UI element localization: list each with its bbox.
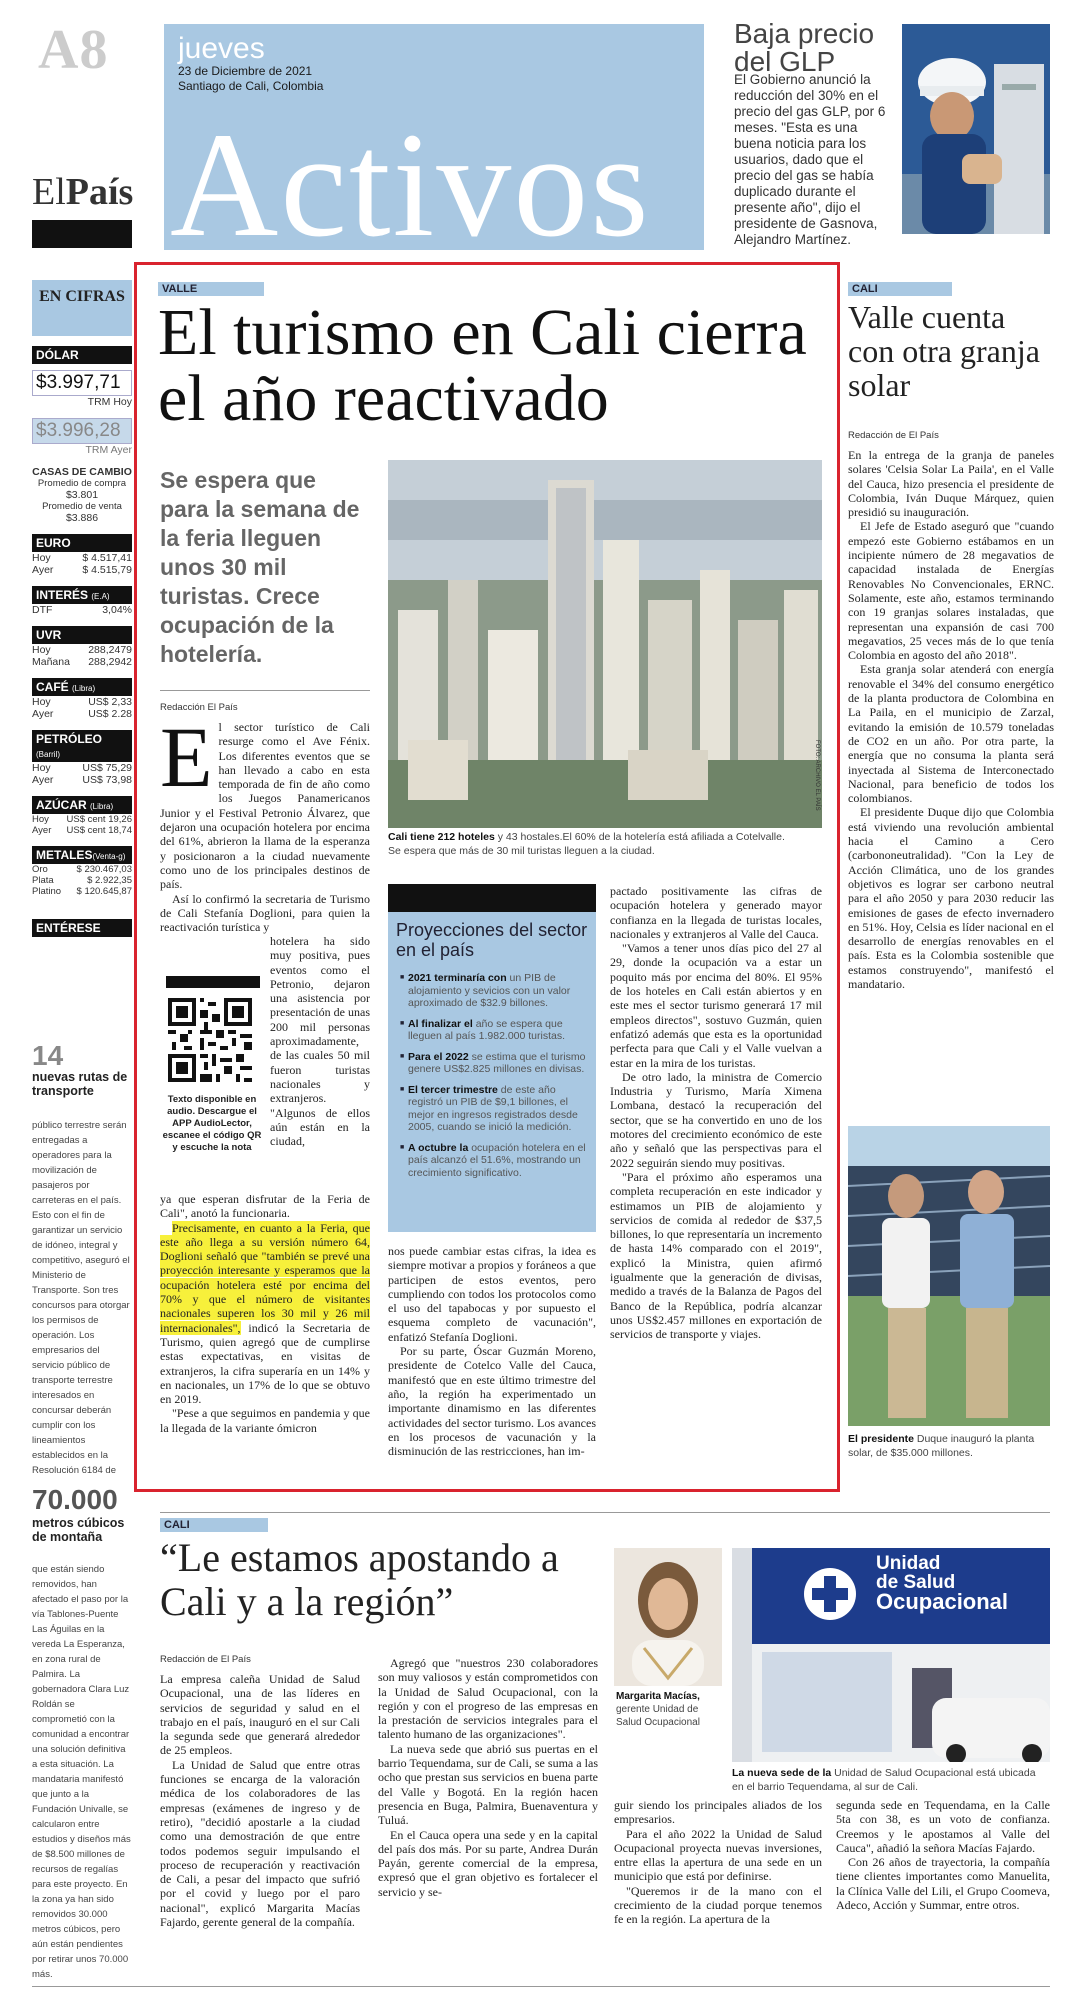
solar-illustration <box>848 1126 1050 1426</box>
bottom-col2 <box>378 1656 598 1899</box>
casas-cambio-label: CASAS DE CAMBIO <box>32 466 132 478</box>
drop-cap: E <box>160 709 213 805</box>
main-col3-p4: "Para el próximo año esperamos una completa recuperación en este indicador y estimamos un PIB de alojamiento y servicios de comida al rededor de $37,5 billones, lo que representaría un incremento de hasta 14% comparado con el 2019", explicó la Ministra, quien afirmó igualmente que la generación de divisas, medido a través de la Balanza de Pagos del Banco de la República, podría alcanzar unos US$2.457 millones en exportación de servicios de transporte y viajes. <box>610 1169 822 1342</box>
main-caption-bold: Cali tiene 212 hoteles <box>388 831 495 843</box>
qr-code[interactable] <box>168 998 252 1082</box>
cafe-hoy-label: Hoy <box>32 696 51 708</box>
valle-p1: En la entrega de la granja de paneles solares 'Celsia Solar La Paila', en el Valle del Cauca, hizo presencia el presidente de Colombia, Iván Duque Márquez, quien presidió su inauguración. <box>848 448 1054 520</box>
glp-headline: Baja precio del GLP <box>734 18 875 77</box>
enterese-label: ENTÉRESE <box>32 919 132 937</box>
euro-label: EURO <box>32 534 132 552</box>
usa-caption <box>732 1766 1042 1794</box>
cafe-ayer-label: Ayer <box>32 708 54 720</box>
petroleo-label-text: PETRÓLEO <box>36 732 103 746</box>
masthead-city: Santiago de Cali, Colombia <box>178 79 324 93</box>
trm-ayer-value: $3.996,28 <box>32 418 132 444</box>
bottom-c1-p2: La Unidad de Salud que entre otras funciones se encarga de la valoración médica de los colaboradores de las empresas (exámenes de ingreso y de retiro), "decidió apostarle a la ciudad como una demostración de que entre todos podemos seguir impulsando el proceso de recuperación y reactivación de Cali, a pesar del impacto que sufrió por el covid y luego por el paro nacional", explicó Margarita Macías Fajardo, gerente general de la compañía. <box>160 1757 360 1930</box>
cafe-label <box>32 678 132 696</box>
qr-bar <box>166 976 260 988</box>
main-col2 <box>388 1244 596 1458</box>
bottom-c2-p1: Agregó que "nuestros 230 colaboradores son muy valiosos y están comprometidos con la Unidad de Salud Ocupacional, con la región y con el progreso de las empresas en la prestación de servicios integrales para el talento humano de las organizaciones". <box>378 1656 598 1742</box>
bottom-tag: CALI <box>160 1518 268 1532</box>
uvr-man-label: Mañana <box>32 656 70 668</box>
proyeccion-item <box>400 1051 590 1076</box>
en-cifras-title: EN CIFRAS <box>32 280 132 336</box>
interes-label-text: INTERÉS <box>36 588 89 602</box>
bottom-c3-p1: guir siendo los principales aliados de los empresarios. <box>614 1798 822 1827</box>
interes-label <box>32 586 132 604</box>
president-solar-photo <box>848 1126 1050 1426</box>
main-caption-text: y 43 hostales.El 60% de la hotelería está afiliada a Cotelvalle. Se espera que más de 30 mil turistas lleguen a la ciudad. <box>388 831 785 857</box>
cali-skyline-illustration <box>388 460 822 828</box>
plata-label: Plata <box>32 875 54 886</box>
proyecciones-bar <box>388 884 596 912</box>
main-col3 <box>610 884 822 1342</box>
euro-ayer-label: Ayer <box>32 564 54 576</box>
enterese-number: 14 <box>32 1040 64 1071</box>
main-photo-caption <box>388 830 788 858</box>
uvr-hoy-value: 288,2479 <box>88 644 132 656</box>
bottom-col1 <box>160 1672 360 1929</box>
newspaper-logo <box>32 170 133 214</box>
petroleo-ayer-value: US$ 73,98 <box>82 774 132 786</box>
usa-caption-text: Unidad de Salud Ocupacional está ubicada en el barrio Tequendama, al sur de Cali. <box>732 1767 1036 1793</box>
dtf-value: 3,04% <box>102 604 132 616</box>
venta-label: Promedio de venta <box>42 501 122 512</box>
bottom-c3-p2: Para el año 2022 la Unidad de Salud Ocupacional proyecta nuevas inversiones, entre ellas la apertura de una sede en un municipio que está por definirse. <box>614 1826 822 1884</box>
proyeccion-item <box>400 1142 590 1180</box>
proyeccion-item-text: ocupación hotelera en el país alcanzó el 51.6%, mostrando un crecimiento significativo. <box>408 1141 586 1179</box>
enterese-text: público terrestre serán entregadas a operadores para la movilización de pasajeros por carreteras en el país. Esto con el fin de garantizar un servicio de idóneo, integral y competitivo, aseguró el Ministerio de Transporte. Son tres concursos para otorgar los permisos de operación. Los empresarios del servicio público de transporte terrestre interesados en concursar deberán cumplir con los lineamientos establecidos en la Resolución 6184 de <box>32 1120 130 1476</box>
metales-unit: (Venta-g) <box>92 852 126 861</box>
cafe-hoy-value: US$ 2,33 <box>88 696 132 708</box>
sign-line-2: de Salud <box>876 1572 956 1593</box>
valle-p3: Esta granja solar atenderá con energía renovable el 34% del consumo energético de la planta productora de Colombina en La Paila, en el municipio de Zarzal, evitando la emisión de 10.579 toneladas de CO2 en un año. Por otra parte, la energía que no consuma la planta será inyectada al Sistema de Interconectado Nacional, para beneficio de todos los colombianos. <box>848 662 1054 806</box>
azucar-hoy-label: Hoy <box>32 814 49 825</box>
azucar-label <box>32 796 132 814</box>
compra-label: Promedio de compra <box>37 478 127 489</box>
bottom-c4-p1: segunda sede en Tequendama, en la Calle 5ta con 38, es un voto de confianza. Creemos y le apostamos al Valle del Cauca", añadió la señora Macías Fajardo. <box>836 1798 1050 1855</box>
euro-ayer-value: $ 4.515,79 <box>82 564 132 576</box>
uvr-label: UVR <box>32 626 132 644</box>
bottom-c4-p2: Con 26 años de trayectoria, la compañía tiene clientes importantes como Manuelita, la Clínica Valle del Lili, el Grupo Coomeva, Adeco, Acción y Summar, entre otros. <box>836 1855 1050 1913</box>
proyecciones-list <box>400 972 590 1187</box>
azucar-hoy-value: US$ cent 19,26 <box>66 814 132 825</box>
main-p3-highlight: Precisamente, en cuanto a la Feria, que este año llega a su versión número 64, Doglioni señaló que "también se prevé una proyección interesante y esperamos que la ocupación hotelera esté por encima del 70% y que el número de visitantes nacionales superen los 30 mil y 26 mil internacionales", <box>160 1220 370 1335</box>
proyeccion-item-text: un PIB de alojamiento y sevicios con un valor aproximado de $32.9 billones. <box>408 972 571 1009</box>
oro-label: Oro <box>32 864 48 875</box>
trm-hoy-value: $3.997,71 <box>32 370 132 396</box>
main-p3-rest: indicó la Secretaria de Turismo, quien agregó que de cumplirse estas expectativas, en visitas de extranjeros, la cifra superaría en un 14% y en nacionales, un 17% de lo que se obtuvo en 2019. <box>160 1320 370 1407</box>
logo-part-pais: País <box>65 171 134 213</box>
section-masthead <box>164 24 704 250</box>
cafe-label-text: CAFÉ <box>36 680 69 694</box>
petroleo-ayer-label: Ayer <box>32 774 54 786</box>
gas-worker-photo <box>902 24 1050 234</box>
sign-line-1: Unidad <box>876 1553 941 1574</box>
bottom-col3 <box>614 1798 822 1927</box>
sign-line-3: Ocupacional <box>876 1589 1009 1614</box>
valle-caption-bold: El presidente <box>848 1433 914 1445</box>
photo-credit: FOTO: ARCHIVO EL PAÍS <box>814 740 820 811</box>
proyeccion-item-text: se estima que el turismo genere US$2.825 millones en divisas. <box>408 1050 586 1075</box>
main-p1: l sector turístico de Cali resurge como el Ave Fénix. Los diferentes eventos que se han llevado a cabo en esta temporada de fin de año como los Juegos Panamericanos Junior y el Festival Petronio Álvarez, que dejaron una ocupación hotelera por encima del 61%, abrieron la llama de la esperanza y posicionaron a la ciudad nuevamente como uno de los principales destinos de país. <box>160 720 370 892</box>
azucar-unit: (Libra) <box>90 802 114 811</box>
proyeccion-item <box>400 1018 590 1043</box>
petroleo-unit: (Barril) <box>36 750 60 759</box>
interes-unit: (E.A) <box>91 592 110 601</box>
metales-label <box>32 846 132 864</box>
bottom-col4 <box>836 1798 1050 1912</box>
main-p2a: Así lo confirmó la secretaria de Turismo de Cali Stefanía Doglioni, para quien la reactivación turística y <box>160 891 370 935</box>
mountain-text: que están siendo removidos, han afectado el paso por la vía Tablones-Puente Las Águilas en la vereda La Esperanza, en zona rural de Palmira. La gobernadora Clara Luz Roldán se comprometió con la comunidad a encontrar una solución definitiva a esta situación. La mandataria manifestó que junto a la Fundación Univalle, se calcularon entre estudios y diseños más de $8.500 millones de recursos de regalías para este proyecto. En la zona ya han sido removidos 30.000 metros cúbicos, pero aún están pendientes por retirar unos 70.000 más. <box>32 1564 131 1980</box>
plata-value: $ 2.922,35 <box>87 875 132 886</box>
main-p4: "Pese a que seguimos en pandemia y que la llegada de la variante ómicron <box>160 1406 370 1435</box>
dtf-label: DTF <box>32 604 53 616</box>
masthead-date: 23 de Diciembre de 2021 <box>178 64 313 78</box>
oro-value: $ 230.467,03 <box>76 864 132 875</box>
deck-rule <box>160 690 370 691</box>
bottom-byline: Redacción de El País <box>160 1654 251 1665</box>
uvr-man-value: 288,2942 <box>88 656 132 668</box>
logo-bar <box>32 220 132 248</box>
glp-body: El Gobierno anunció la reducción del 30% en el precio del gas GLP, por 6 meses. "Esta es una buena noticia para los usuarios, dado que el precio del gas se había duplicado durante el presente año", dijo el presidente de Gasnova, Alejandro Martínez. <box>734 72 886 247</box>
petroleo-hoy-label: Hoy <box>32 762 51 774</box>
logo-part-el: El <box>32 171 66 213</box>
petroleo-hoy-value: US$ 75,29 <box>82 762 132 774</box>
ms-name: Margarita Macías, <box>616 1691 700 1702</box>
valle-headline: Valle cuenta con otra granja solar <box>848 299 1040 403</box>
building-sign <box>876 1553 1009 1614</box>
mountain-number-label: metros cúbicos de montaña <box>32 1516 125 1544</box>
proyeccion-item-bold: 2021 terminaría con <box>408 972 507 984</box>
main-col2-p1: nos puede cambiar estas cifras, la idea es siempre motivar a propios y foráneos a que participen de estos eventos, pero cumpliendo con todos los protocolos como el uso del tapabocas y por supuesto el esquema completo de vacunación", enfatizó Stefanía Doglioni. <box>388 1244 596 1344</box>
qr-instructions: Texto disponible en audio. Descargue el APP AudioLector, escanee el código QR y escuche la nota <box>162 1094 262 1153</box>
bottom-rule <box>160 1512 1050 1513</box>
valle-tag: CALI <box>848 282 952 296</box>
proyeccion-item-bold: Al finalizar el <box>408 1017 473 1030</box>
valle-p4: El presidente Duque dijo que Colombia está viviendo una revolución ambiental hacia el Camino a Cero (carbononeutralidad). "Con la Ley de Acción Climática, uno de los grandes objetivos es lograr ser carbono neutral para el año 2050 y para 2030 reducir las emisiones de gases de efecto invernadero en 51%. Hoy, Celsia es líder nacional en el desarrollo de energías renovables en el país. Esta es la Colombia sostenible que estamos construyendo", manifestó el mandatario. <box>848 805 1054 991</box>
bottom-c2-p2: La nueva sede que abrió sus puertas en el barrio Tequendama, sur de Cali, se suma a las ocho que prestan sus servicios en buena parte del Valle y Bogotá. En la región hacen presencia en Buga, Palmira, Buenaventura y Tuluá. <box>378 1741 598 1828</box>
proyeccion-item-bold: El tercer trimestre <box>408 1083 498 1096</box>
proyeccion-item-text: de este año registró un PIB de $9,1 billones, el mejor en ingresos registrados desde 2005, cuando se inició la medición. <box>408 1083 578 1133</box>
ms-role: gerente Unidad de Salud Ocupacional <box>616 1704 700 1728</box>
valle-p2: El Jefe de Estado aseguró que "cuando empezó este Gobierno estábamos en un incipiente número de 28 megavatios de capacidad instalada de Energías Renovables No Convencionales, ERNC. Solamente, este año, estamos terminando con 19 granjas solares instaladas, que representan una expansión de casi 700 megavatios, 25 veces más de lo que tenía Colombia en agosto del año 2018". <box>848 519 1054 663</box>
trm-ayer-label: TRM Ayer <box>85 444 132 456</box>
metales-label-text: METALES <box>36 848 93 862</box>
bottom-c3-p3: "Queremos ir de la mano con el crecimiento de la ciudad porque tenemos fe en la región. La apertura de la <box>614 1883 822 1927</box>
en-cifras-panel <box>32 280 132 937</box>
proyeccion-item-text: año se espera que lleguen al país 1.982.000 turistas. <box>408 1017 566 1042</box>
compra-value: $3.801 <box>65 489 99 501</box>
euro-hoy-value: $ 4.517,41 <box>82 552 132 564</box>
trm-hoy-label: TRM Hoy <box>87 396 132 408</box>
cafe-ayer-value: US$ 2.28 <box>88 708 132 720</box>
main-col1-bottom <box>160 1192 370 1435</box>
gas-worker-illustration <box>902 24 1050 234</box>
main-col3-p2: "Vamos a tener unos días pico del 27 al 29, donde la ocupación va a estar un poquito más por encima del 80%. El 95% de los hoteles en Cali están abiertos y en este mes el sector turismo generará 17 mil empleos directos", sostuvo Guzmán, quien enfatizó además que esta es la oportunidad perfecta para que Cali y el Valle vuelvan a estar en la mira de los turistas. <box>610 941 822 1070</box>
margarita-macias-photo <box>614 1548 722 1686</box>
cali-skyline-photo <box>388 460 822 828</box>
main-col3-p3: De otro lado, la ministra de Comercio Industria y Turismo, María Ximena Lombana, destacó la recuperación del sector, que se ha convertido en uno de los motores del crecimiento económico de este año y señaló que las perspectivas para el 2022 seguirán siendo muy positivas. <box>610 1069 822 1170</box>
proyecciones-title: Proyecciones del sector en el país <box>396 920 588 960</box>
petroleo-label <box>32 730 132 762</box>
proyeccion-item <box>400 972 590 1010</box>
main-col1-top <box>160 709 370 935</box>
ms-caption <box>616 1690 724 1729</box>
platino-label: Platino <box>32 886 62 897</box>
main-byline: Redacción El País <box>160 702 238 713</box>
cafe-unit: (Libra) <box>72 684 96 693</box>
proyeccion-item <box>400 1084 590 1134</box>
mountain-number: 70.000 <box>32 1484 118 1515</box>
valle-caption-text: Duque inauguró la planta solar, de $35.000 millones. <box>848 1433 1035 1459</box>
main-deck: Se espera que para la semana de la feria lleguen unos 30 mil turistas. Crece ocupación de la hotelería. <box>160 467 360 667</box>
enterese-number-label: nuevas rutas de transporte <box>32 1070 128 1098</box>
uvr-hoy-label: Hoy <box>32 644 51 656</box>
qr-code-icon <box>168 998 252 1082</box>
unidad-salud-photo <box>732 1548 1050 1762</box>
azucar-ayer-label: Ayer <box>32 825 52 836</box>
platino-value: $ 120.645,87 <box>76 886 132 897</box>
azucar-ayer-value: US$ cent 18,74 <box>66 825 132 836</box>
portrait-illustration <box>614 1548 722 1686</box>
bottom-c2-p3: En el Cauca opera una sede y en la capital del país dos más. Por su parte, Andrea Durán Payán, gerente comercial de la empresa, expresó que el gran objetivo es fortalecer el servicio y se- <box>378 1827 598 1899</box>
page-number: A8 <box>38 19 109 81</box>
dolar-label: DÓLAR <box>32 346 132 364</box>
valle-body <box>848 448 1054 991</box>
main-story-tag: VALLE <box>158 282 264 296</box>
azucar-label-text: AZÚCAR <box>36 798 87 812</box>
usa-caption-bold: La nueva sede de la <box>732 1767 832 1779</box>
proyeccion-item-bold: A octubre la <box>408 1141 469 1154</box>
bottom-headline: “Le estamos apostando a Cali y a la región” <box>160 1535 559 1624</box>
page-bottom-rule <box>32 1986 1050 1987</box>
venta-value: $3.886 <box>65 512 99 524</box>
section-title: Activos <box>170 102 651 250</box>
main-p2b: hotelera ha sido muy positiva, pues eventos como el Petronio, dejaron una asistencia por presentación de unas 200 mil personas aproximadamente, de las cuales 50 mil fueron turistas nacionales y extranjeros. "Algunos de ellos aún están en la ciudad, <box>270 934 370 1149</box>
main-col3-p1: pactado positivamente las cifras de ocupación hotelera y generado mayor confianza en la llegada de turistas locales, nacionales y extranjeros al Valle del Cauca. <box>610 884 822 941</box>
bottom-c1-p1: La empresa caleña Unidad de Salud Ocupacional, una de las líderes en servicios de seguridad y salud en el trabajo en el país, inauguró en el sur Cali la segunda sede que generará alrededor de 25 empleos. <box>160 1672 360 1758</box>
main-p2c: ya que esperan disfrutar de la Feria de Cali", anotó la funcionaria. <box>160 1192 370 1221</box>
valle-caption <box>848 1432 1048 1460</box>
valle-byline: Redacción de El País <box>848 430 939 441</box>
euro-hoy-label: Hoy <box>32 552 51 564</box>
masthead-day: jueves <box>178 32 265 65</box>
main-col2-p2: Por su parte, Óscar Guzmán Moreno, presidente de Cotelco Valle del Cauca, manifestó que en este último trimestre del año, la región ha experimentado un importante dinamismo en las diferentes actividades del sector turismo. Los avances en los procesos de vacunación y la disminución de las restricciones, han im- <box>388 1344 596 1459</box>
proyeccion-item-bold: Para el 2022 <box>408 1050 469 1063</box>
main-headline: El turismo en Cali cierra el año reactivado <box>158 296 807 435</box>
